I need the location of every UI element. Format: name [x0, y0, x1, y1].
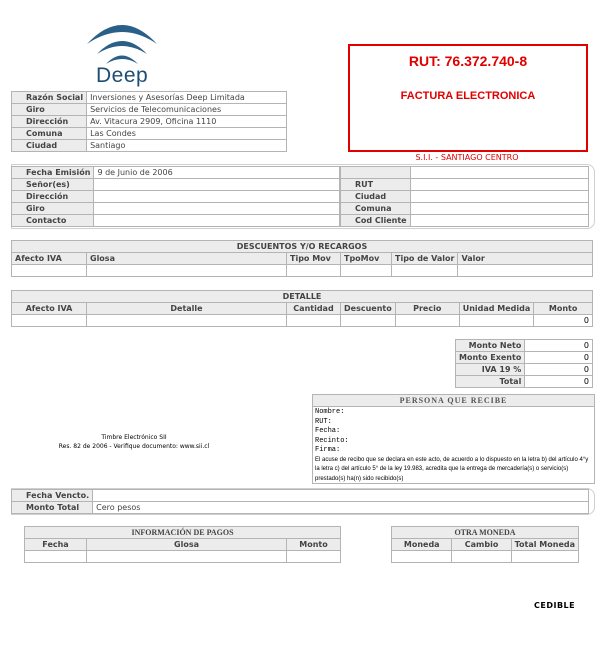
client-field-label — [341, 167, 411, 179]
company-field-row — [12, 116, 287, 128]
column-header: Descuento — [341, 303, 396, 315]
client-field-label: Señor(es) — [12, 179, 94, 191]
document-type: FACTURA ELECTRONICA — [400, 90, 536, 102]
client-field-label: Fecha Emisión — [12, 167, 94, 179]
company-field-label: Comuna — [12, 128, 87, 140]
rut-box — [348, 44, 588, 152]
client-field-row — [341, 215, 589, 227]
descuentos-title: DESCUENTOS Y/O RECARGOS — [12, 241, 593, 253]
vencto-field-row — [12, 502, 589, 514]
column-header: Monto — [287, 539, 341, 551]
descuentos-empty-row — [12, 265, 593, 277]
client-field-row — [12, 215, 340, 227]
vencto-table — [11, 489, 589, 514]
vencto-field-value: Cero pesos — [93, 502, 589, 514]
client-field-label: Cod Cliente — [341, 215, 411, 227]
totals-row — [456, 376, 593, 388]
client-field-value — [94, 179, 340, 191]
company-field-row — [12, 92, 287, 104]
client-field-row — [341, 203, 589, 215]
totals-label: Total — [456, 376, 525, 388]
company-field-label: Razón Social — [12, 92, 87, 104]
pagos-table — [24, 526, 341, 563]
client-field-label: Ciudad — [341, 191, 411, 203]
column-header: Moneda — [392, 539, 452, 551]
persona-recibe-title: PERSONA QUE RECIBE — [313, 395, 594, 407]
client-field-value: 9 de Junio de 2006 — [94, 167, 340, 179]
acuse-recibo-text: El acuse de recibo que se declara en este acto, de acuerdo a lo dispuesto en la letra b) del artículo 4°y la letra c) del artículo 5° de la ley 19.983, acredita que la entrega de mercadería(s) o servicio(s) prestado(s) ha(n) sido recibido(s) — [315, 456, 589, 482]
column-header: Cambio — [452, 539, 511, 551]
column-header: TpoMov — [341, 253, 392, 265]
totals-row — [456, 340, 593, 352]
company-field-value: Servicios de Telecomunicaciones — [87, 104, 287, 116]
totals-row — [456, 364, 593, 376]
company-field-label: Ciudad — [12, 140, 87, 152]
client-field-label: Giro — [12, 203, 94, 215]
column-header: Valor — [458, 253, 593, 265]
column-header: Monto — [534, 303, 593, 315]
table-cell — [341, 315, 396, 327]
company-field-row — [12, 140, 287, 152]
client-table-right — [340, 166, 589, 227]
client-field-row — [12, 167, 340, 179]
rut-number: RUT: 76.372.740-8 — [408, 53, 528, 69]
cedible-label: CEDIBLE — [534, 601, 576, 610]
client-field-value — [410, 203, 588, 215]
client-field-row — [12, 179, 340, 191]
timbre-line2: Res. 82 de 2006 - Verifique documento: www.sii.cl — [58, 443, 210, 450]
table-cell: 0 — [534, 315, 593, 327]
logo-text: Deep — [96, 64, 149, 87]
totals-value: 0 — [525, 340, 593, 352]
table-cell — [12, 315, 87, 327]
company-field-label: Dirección — [12, 116, 87, 128]
table-cell — [87, 315, 287, 327]
client-field-value — [410, 179, 588, 191]
company-field-value: Inversiones y Asesorías Deep Limitada — [87, 92, 287, 104]
client-field-value — [94, 191, 340, 203]
company-field-value: Las Condes — [87, 128, 287, 140]
company-info-table — [11, 91, 287, 152]
persona-field-label: RUT: — [315, 417, 332, 426]
table-cell — [459, 315, 534, 327]
client-field-label: Contacto — [12, 215, 94, 227]
totals-row — [456, 352, 593, 364]
column-header: Glosa — [87, 539, 287, 551]
client-field-row — [12, 203, 340, 215]
column-header: Fecha — [25, 539, 87, 551]
otra-moneda-title: OTRA MONEDA — [392, 527, 579, 539]
client-field-value — [410, 191, 588, 203]
column-header: Glosa — [87, 253, 287, 265]
client-field-value — [94, 203, 340, 215]
column-header: Afecto IVA — [12, 303, 87, 315]
totals-label: Monto Exento — [456, 352, 525, 364]
persona-field-label: Recinto: — [315, 436, 349, 445]
otra-moneda-empty-row — [392, 551, 579, 563]
table-cell — [287, 315, 341, 327]
table-cell — [395, 315, 459, 327]
company-field-row — [12, 104, 287, 116]
detalle-table — [11, 290, 593, 327]
column-header: Detalle — [87, 303, 287, 315]
client-field-label: Comuna — [341, 203, 411, 215]
sii-office: S.I.I. - SANTIAGO CENTRO — [415, 153, 519, 162]
pagos-title: INFORMACIÓN DE PAGOS — [25, 527, 341, 539]
vencto-field-row — [12, 490, 589, 502]
column-header: Cantidad — [287, 303, 341, 315]
company-field-label: Giro — [12, 104, 87, 116]
totals-label: Monto Neto — [456, 340, 525, 352]
totals-table — [455, 339, 593, 388]
column-header: Tipo de Valor — [392, 253, 458, 265]
company-field-value: Av. Vitacura 2909, Oficina 1110 — [87, 116, 287, 128]
company-field-row — [12, 128, 287, 140]
vencto-field-label: Fecha Vencto. — [12, 490, 93, 502]
vencto-field-label: Monto Total — [12, 502, 93, 514]
client-table-left — [11, 166, 340, 227]
pagos-empty-row — [25, 551, 341, 563]
persona-field-label: Firma: — [315, 446, 341, 455]
otra-moneda-table — [391, 526, 579, 563]
client-field-value — [410, 167, 588, 179]
detalle-title: DETALLE — [12, 291, 593, 303]
timbre-line1: Timbre Electrónico SII — [101, 434, 167, 441]
client-field-label: RUT — [341, 179, 411, 191]
persona-field-label: Fecha: — [315, 427, 341, 436]
company-logo — [82, 14, 162, 90]
column-header: Tipo Mov — [287, 253, 341, 265]
client-field-row — [12, 191, 340, 203]
client-field-row — [341, 179, 589, 191]
client-field-row — [341, 191, 589, 203]
client-field-label: Dirección — [12, 191, 94, 203]
table-row — [12, 315, 593, 327]
vencto-field-value — [93, 490, 589, 502]
company-field-value: Santiago — [87, 140, 287, 152]
column-header: Total Moneda — [511, 539, 578, 551]
totals-value: 0 — [525, 352, 593, 364]
persona-field-label: Nombre: — [315, 408, 345, 416]
totals-value: 0 — [525, 364, 593, 376]
client-field-value — [410, 215, 588, 227]
totals-label: IVA 19 % — [456, 364, 525, 376]
column-header: Unidad Medida — [459, 303, 534, 315]
column-header: Precio — [395, 303, 459, 315]
totals-value: 0 — [525, 376, 593, 388]
column-header: Afecto IVA — [12, 253, 87, 265]
client-field-row — [341, 167, 589, 179]
persona-recibe-box — [312, 394, 595, 484]
client-field-value — [94, 215, 340, 227]
descuentos-table — [11, 240, 593, 277]
